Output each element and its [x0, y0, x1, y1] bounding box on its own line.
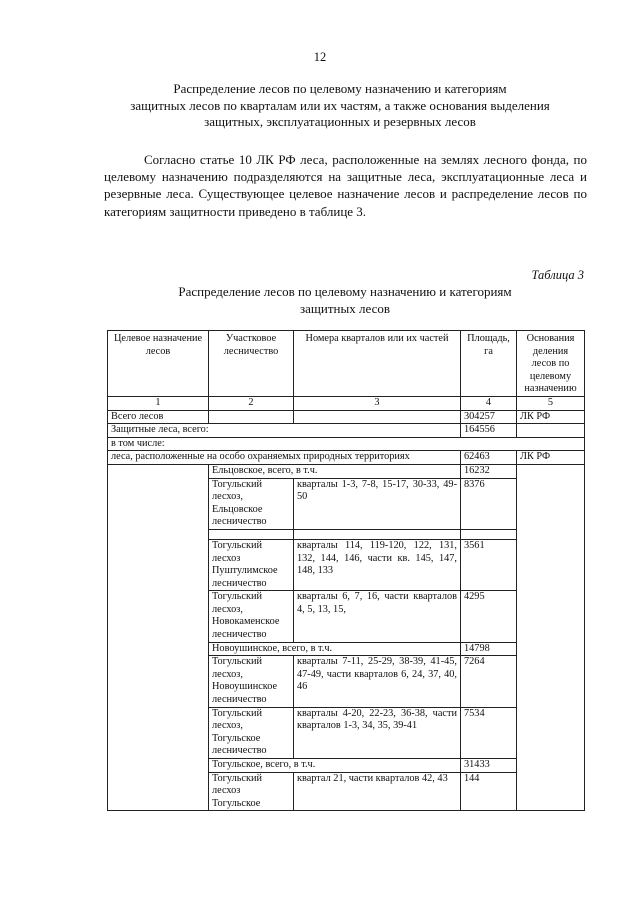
heading-line: защитных лесов по кварталам или их частям, а также основания выделения [130, 97, 550, 113]
header-area: Площадь, га [461, 331, 517, 397]
table-title-line: Распределение лесов по целевому назначению и категориям [178, 284, 512, 299]
header-basis: Основания деления лесов по целевому назначению [517, 331, 585, 397]
forestry-value: Тогульский лесхоз, Ельцовское лесничество [209, 478, 294, 529]
heading-line: Распределение лесов по целевому назначению и категориям [173, 81, 507, 96]
area-value: 7264 [461, 656, 517, 707]
quarters-value: кварталы 1-3, 7-8, 15-17, 30-33, 49-50 [294, 478, 461, 529]
table-row [108, 424, 585, 438]
basis-value: ЛК РФ [517, 451, 585, 465]
basis-value: ЛК РФ [517, 410, 585, 424]
column-number: 3 [294, 396, 461, 410]
quarters-value: кварталы 7-11, 25-29, 38-39, 41-45, 47-49, части кварталов 6, 24, 37, 40, 46 [294, 656, 461, 707]
page-number: 12 [313, 50, 327, 64]
table-row [108, 464, 585, 478]
header-purpose: Целевое назначение лесов [108, 331, 209, 397]
row-label: леса, расположенные на особо охраняемых природных территориях [108, 451, 461, 465]
forest-distribution-table [107, 330, 585, 811]
area-value: 7534 [461, 707, 517, 758]
quarters-value: кварталы 4-20, 22-23, 36-38, части кварталов 1-3, 34, 35, 39-41 [294, 707, 461, 758]
table-header-row [108, 331, 585, 397]
header-forestry: Участковое лесничество [209, 331, 294, 397]
column-number: 1 [108, 396, 209, 410]
area-value: 304257 [461, 410, 517, 424]
heading-line: защитных, эксплуатационных и резервных лесов [204, 114, 476, 129]
column-number: 5 [517, 396, 585, 410]
forestry-value: Тогульский лесхоз Пуштулимское лесничество [209, 539, 294, 590]
row-label: в том числе: [108, 437, 585, 451]
subtotal-label: Ельцовское, всего, в т.ч. [209, 464, 461, 478]
area-value: 31433 [461, 759, 517, 773]
table-caption: Таблица 3 [531, 268, 584, 282]
table-title [110, 284, 580, 317]
intro-paragraph: Согласно статье 10 ЛК РФ леса, расположенные на землях лесного фонда, по целевому назначению подразделяются на защитные леса, эксплуатационные леса и резервные леса. Существующее целевое назначение лесов и распределение лесов по категориям защитности приведено в таблице 3. [104, 152, 587, 219]
forestry-value: Тогульский лесхоз, Тогульское лесничество [209, 707, 294, 758]
area-value: 16232 [461, 464, 517, 478]
table-row [108, 451, 585, 465]
area-value: 3561 [461, 539, 517, 590]
subtotal-label: Новоушинское, всего, в т.ч. [209, 642, 461, 656]
section-heading [100, 81, 580, 131]
column-number-row [108, 396, 585, 410]
area-value: 62463 [461, 451, 517, 465]
forestry-value: Тогульский лесхоз Тогульское [209, 772, 294, 811]
quarters-value: кварталы 6, 7, 16, части кварталов 4, 5, 13, 15, [294, 591, 461, 642]
quarters-value: квартал 21, части кварталов 42, 43 [294, 772, 461, 811]
area-value: 164556 [461, 424, 517, 438]
forestry-value: Тогульский лесхоз, Новокаменское лесничество [209, 591, 294, 642]
header-quarters: Номера кварталов или их частей [294, 331, 461, 397]
row-label: Защитные леса, всего: [108, 424, 461, 438]
quarters-value: кварталы 114, 119-120, 122, 131, 132, 144, 146, части кв. 145, 147, 148, 133 [294, 539, 461, 590]
area-value: 8376 [461, 478, 517, 529]
area-value: 14798 [461, 642, 517, 656]
row-label: Всего лесов [108, 410, 209, 424]
column-number: 4 [461, 396, 517, 410]
table-title-line: защитных лесов [300, 300, 390, 316]
column-number: 2 [209, 396, 294, 410]
subtotal-label: Тогульское, всего, в т.ч. [209, 759, 461, 773]
table-row [108, 410, 585, 424]
table-row [108, 437, 585, 451]
area-value: 144 [461, 772, 517, 811]
area-value: 4295 [461, 591, 517, 642]
forestry-value: Тогульский лесхоз, Новоушинское лесничество [209, 656, 294, 707]
